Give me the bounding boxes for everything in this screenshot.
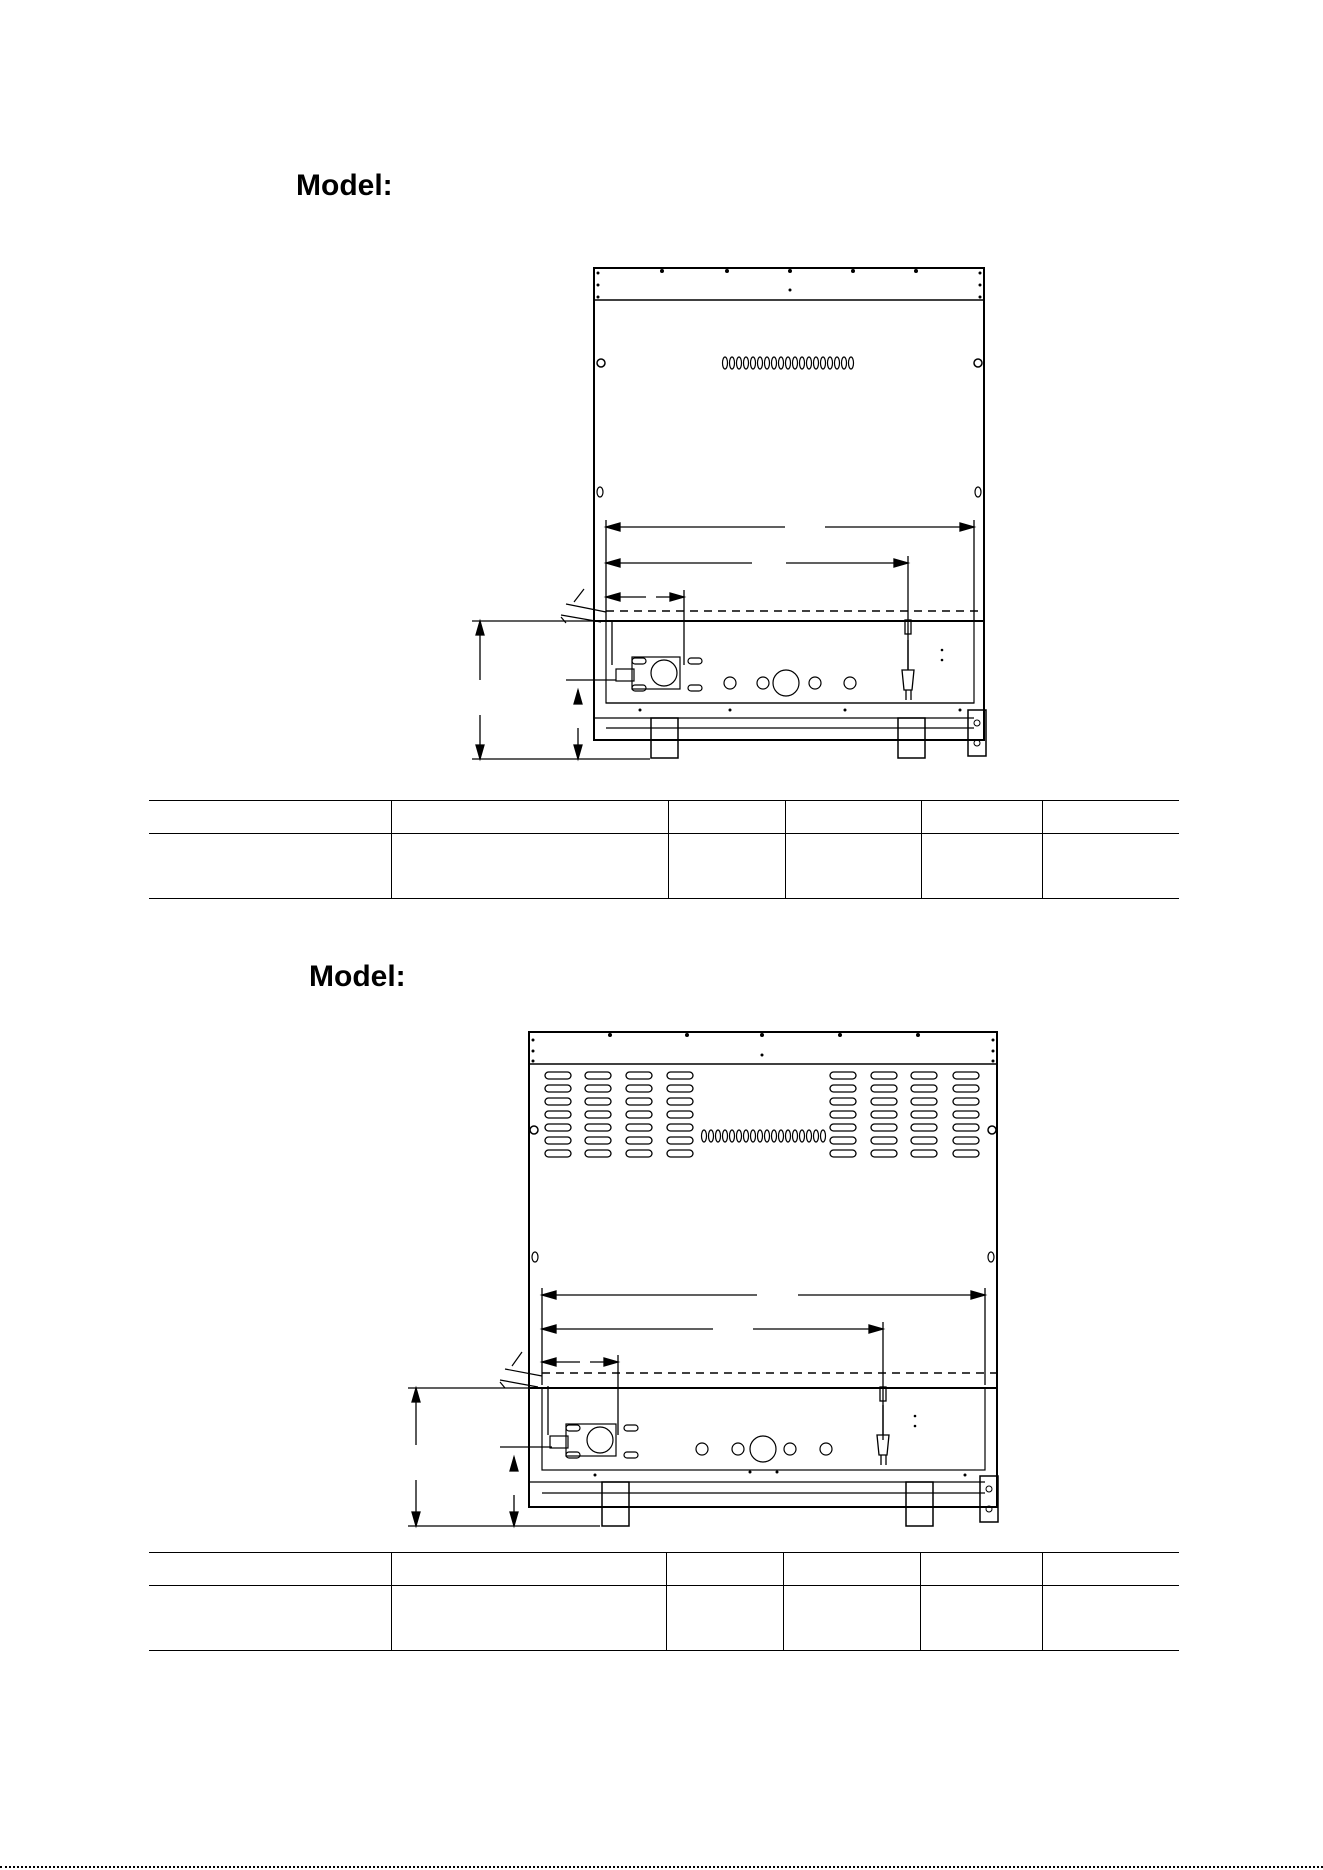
bolt-icon — [988, 1126, 996, 1134]
section-1-heading: Model: — [296, 169, 393, 202]
foot — [602, 1482, 629, 1526]
louver-bank-left — [545, 1072, 693, 1157]
table-cell — [920, 1553, 1042, 1586]
page-bottom-rule — [0, 1866, 1323, 1868]
spec-table-header-row — [149, 1553, 1179, 1586]
terminal-block — [550, 1424, 638, 1458]
table-cell — [391, 1553, 666, 1586]
table-cell — [391, 1586, 666, 1651]
table-cell — [149, 1553, 391, 1586]
knockout-holes — [696, 1436, 832, 1462]
louver-bank-right — [830, 1072, 979, 1157]
table-cell — [666, 1553, 783, 1586]
table-cell — [783, 1553, 920, 1586]
dimension-lines — [542, 1288, 985, 1440]
table-cell — [149, 1586, 391, 1651]
table-cell — [783, 1586, 920, 1651]
spec-table-2 — [149, 1552, 1179, 1651]
table-row — [149, 1586, 1179, 1651]
bolt-icon — [530, 1126, 538, 1134]
table-cell — [666, 1586, 783, 1651]
table-cell — [1042, 1553, 1179, 1586]
table-cell — [920, 1586, 1042, 1651]
foot — [906, 1482, 933, 1526]
section-2-heading: Model: — [309, 960, 406, 993]
table-cell — [1042, 1586, 1179, 1651]
vent-slot-row — [702, 1130, 826, 1142]
